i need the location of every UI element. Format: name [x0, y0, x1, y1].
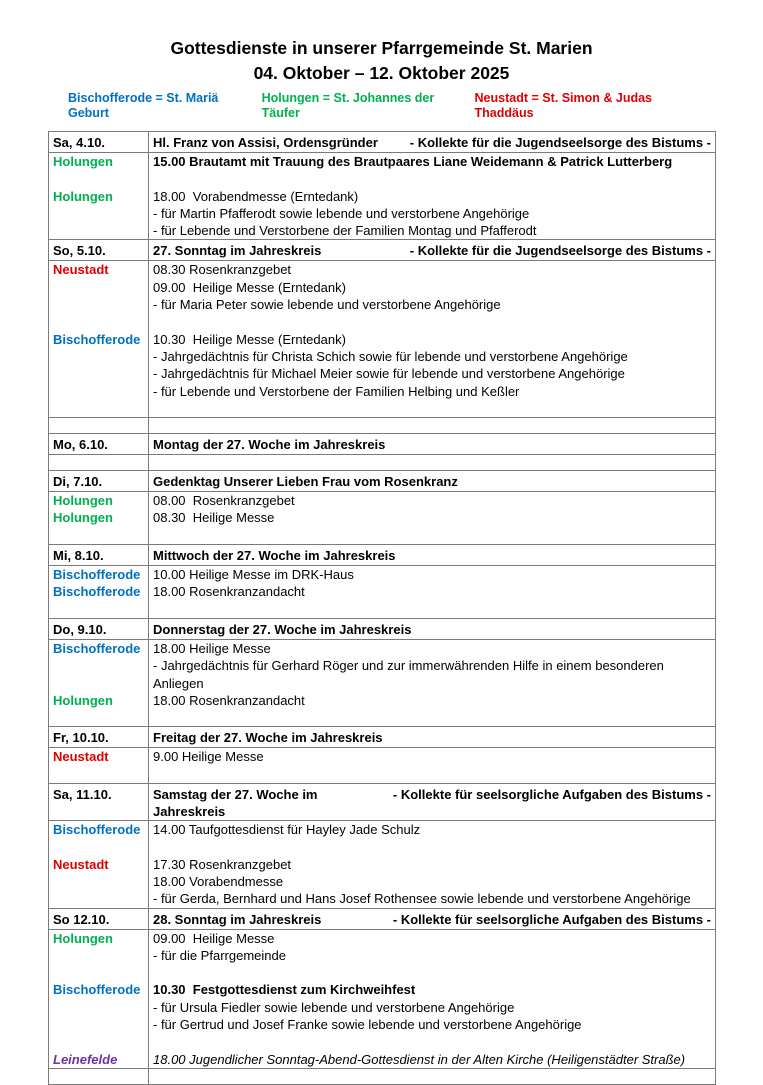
location-spacer [49, 222, 149, 239]
service-line [49, 331, 715, 348]
legend-item: Bischofferode = St. Mariä Geburt [68, 91, 219, 120]
collect-label: - Kollekte für die Jugendseelsorge des Bistums - [409, 243, 711, 259]
content-row [49, 929, 715, 1068]
location-label: Holungen [49, 930, 149, 947]
empty-row [49, 1068, 715, 1084]
service-text: 08.30 Rosenkranzgebet [153, 262, 292, 278]
day-title: Hl. Franz von Assisi, Ordensgründer [153, 135, 378, 150]
location-spacer [49, 383, 149, 400]
content-row [49, 747, 715, 783]
day-row [49, 239, 715, 260]
service-line [49, 601, 715, 618]
location-spacer [49, 709, 149, 726]
service-line [49, 692, 715, 709]
service-line [49, 153, 715, 170]
location-spacer [49, 964, 149, 981]
location-label: Neustadt [49, 261, 149, 278]
service-line [49, 279, 715, 296]
day-row [49, 908, 715, 929]
service-text: - für die Pfarrgemeinde [153, 947, 286, 963]
location-spacer [49, 313, 149, 330]
location-spacer [49, 400, 149, 417]
service-text [149, 170, 715, 187]
service-line [49, 583, 715, 600]
document-header [0, 0, 763, 86]
service-line [49, 509, 715, 526]
date-label: So 12.10. [49, 909, 149, 929]
day-row [49, 132, 715, 152]
location-label: Bischofferode [49, 640, 149, 657]
service-text: - für Gerda, Bernhard und Hans Josef Rothensee sowie lebende und verstorbene Angehörige [153, 891, 691, 907]
day-line [49, 434, 715, 454]
service-text: 08.30 Heilige Messe [153, 510, 275, 526]
location-spacer [49, 170, 149, 187]
date-label: Sa, 11.10. [49, 784, 149, 820]
service-text: 15.00 Brautamt mit Trauung des Brautpaares Liane Weidemann & Patrick Lutterberg [153, 154, 673, 169]
service-line [49, 873, 715, 890]
day-row [49, 544, 715, 565]
location-spacer [49, 999, 149, 1016]
service-line [49, 964, 715, 981]
service-text: - für Gertrud und Josef Franke sowie lebende und verstorbene Angehörige [153, 1016, 582, 1032]
location-label: Bischofferode [49, 821, 149, 838]
day-title: Mittwoch der 27. Woche im Jahreskreis [153, 548, 396, 564]
service-line [49, 947, 715, 964]
service-text: 18.00 Rosenkranzandacht [153, 692, 305, 708]
date-range: 04. Oktober – 12. Oktober 2025 [253, 63, 510, 83]
service-text: - Jahrgedächtnis für Michael Meier sowie für lebende und verstorbene Angehörige [153, 366, 625, 382]
location-label: Bischofferode [49, 583, 149, 600]
day-line [49, 471, 715, 491]
day-description [149, 132, 715, 152]
date-label: Fr, 10.10. [49, 727, 149, 747]
location-spacer [49, 348, 149, 365]
location-spacer [49, 1033, 149, 1050]
content-row [49, 491, 715, 544]
empty-cell [149, 1069, 715, 1084]
location-spacer [49, 455, 149, 470]
day-line [49, 240, 715, 260]
content-row [49, 639, 715, 726]
location-label: Leinefelde [49, 1051, 149, 1068]
day-description [149, 727, 715, 747]
service-text [149, 766, 715, 783]
service-text: 9.00 Heilige Messe [153, 749, 264, 765]
day-row [49, 433, 715, 454]
day-description-flex [153, 729, 711, 746]
service-line [49, 1016, 715, 1033]
location-label: Neustadt [49, 748, 149, 765]
day-line [49, 619, 715, 639]
location-spacer [49, 279, 149, 296]
service-line [49, 400, 715, 417]
empty-row [49, 417, 715, 433]
day-line [49, 909, 715, 929]
date-label: Mo, 6.10. [49, 434, 149, 454]
service-text: 18.00 Rosenkranzandacht [153, 584, 305, 600]
service-text: - für Lebende und Verstorbene der Familien Helbing und Keßler [153, 383, 520, 399]
service-line [49, 348, 715, 365]
empty-line [49, 418, 715, 433]
service-text: 14.00 Taufgottesdienst für Hayley Jade Schulz [153, 822, 421, 838]
location-label: Holungen [49, 509, 149, 526]
service-text [149, 1033, 715, 1050]
location-label: Holungen [49, 188, 149, 205]
service-line [49, 709, 715, 726]
location-label: Neustadt [49, 856, 149, 873]
service-line [49, 313, 715, 330]
service-text: 09.00 Heilige Messe [153, 930, 275, 946]
service-text [149, 709, 715, 726]
service-line [49, 383, 715, 400]
location-spacer [49, 890, 149, 907]
day-title: 28. Sonntag im Jahreskreis [153, 911, 322, 927]
day-line [49, 784, 715, 820]
empty-cell [149, 455, 715, 470]
location-spacer [49, 1069, 149, 1084]
service-line [49, 170, 715, 187]
day-row [49, 618, 715, 639]
service-text: 09.00 Heilige Messe (Erntedank) [153, 279, 346, 295]
day-line [49, 727, 715, 747]
location-spacer [49, 601, 149, 618]
day-title: Samstag der 27. Woche im Jahreskreis [153, 787, 322, 820]
location-spacer [49, 1016, 149, 1033]
service-line [49, 261, 715, 278]
empty-cell [149, 418, 715, 433]
service-line [49, 365, 715, 382]
day-row [49, 783, 715, 820]
service-text [149, 400, 715, 417]
date-label: Sa, 4.10. [49, 132, 149, 152]
location-label: Bischofferode [49, 566, 149, 583]
service-text: - Jahrgedächtnis für Gerhard Röger und zur immerwährenden Hilfe in einem besonderen Anliegen [153, 658, 667, 691]
legend-item: Neustadt = St. Simon & Judas Thaddäus [474, 91, 652, 120]
service-line [49, 566, 715, 583]
service-line [49, 205, 715, 222]
service-text: 10.30 Heilige Messe (Erntedank) [153, 331, 346, 347]
service-line [49, 999, 715, 1016]
location-spacer [49, 947, 149, 964]
date-label: Di, 7.10. [49, 471, 149, 491]
collect-label: - Kollekte für die Jugendseelsorge des Bistums - [409, 135, 711, 150]
service-line [49, 1051, 715, 1068]
service-text [149, 601, 715, 618]
day-description-flex [153, 134, 711, 151]
date-label: So, 5.10. [49, 240, 149, 260]
location-spacer [49, 365, 149, 382]
location-label: Bischofferode [49, 981, 149, 998]
day-description-flex [153, 621, 711, 638]
schedule-table [48, 131, 716, 1085]
service-text [149, 527, 715, 544]
service-text [149, 964, 715, 981]
day-description [149, 619, 715, 639]
day-row [49, 726, 715, 747]
day-row [49, 470, 715, 491]
service-text: 18.00 Vorabendmesse [153, 873, 284, 889]
service-text: 18.00 Jugendlicher Sonntag-Abend-Gottesdienst in der Alten Kirche (Heiligenstädter Straße) [153, 1051, 686, 1067]
day-description [149, 434, 715, 454]
service-text: - für Lebende und Verstorbene der Familien Montag und Pfafferodt [153, 223, 537, 239]
collect-label: - Kollekte für seelsorgliche Aufgaben des Bistums - [392, 911, 711, 927]
collect-label: - Kollekte für seelsorgliche Aufgaben des Bistums - [392, 787, 711, 803]
legend-item: Holungen = St. Johannes der Täufer [261, 91, 435, 120]
day-description [149, 545, 715, 565]
service-line [49, 748, 715, 765]
location-spacer [49, 527, 149, 544]
day-description-flex [153, 786, 711, 820]
empty-row [49, 454, 715, 470]
day-description-flex [153, 436, 711, 453]
day-description [149, 909, 715, 929]
date-label: Mi, 8.10. [49, 545, 149, 565]
day-title: 27. Sonntag im Jahreskreis [153, 243, 322, 259]
day-description-flex [153, 547, 711, 564]
service-text: 18.00 Heilige Messe [153, 640, 271, 656]
day-line [49, 545, 715, 565]
location-label: Bischofferode [49, 331, 149, 348]
service-line [49, 838, 715, 855]
service-line [49, 640, 715, 657]
location-spacer [49, 873, 149, 890]
content-row [49, 565, 715, 618]
service-line [49, 856, 715, 873]
day-title: Montag der 27. Woche im Jahreskreis [153, 437, 386, 453]
location-spacer [49, 296, 149, 313]
service-text: 08.00 Rosenkranzgebet [153, 493, 295, 509]
day-description [149, 471, 715, 491]
day-description [149, 240, 715, 260]
service-line [49, 1033, 715, 1050]
service-line [49, 930, 715, 947]
service-line [49, 296, 715, 313]
location-spacer [49, 205, 149, 222]
content-row [49, 260, 715, 417]
location-label: Holungen [49, 153, 149, 170]
service-text: - für Maria Peter sowie lebende und verstorbene Angehörige [153, 297, 501, 313]
service-line [49, 821, 715, 838]
content-row [49, 820, 715, 907]
service-line [49, 890, 715, 907]
location-spacer [49, 657, 149, 692]
date-label: Do, 9.10. [49, 619, 149, 639]
content-row [49, 152, 715, 239]
service-text: - für Martin Pfafferodt sowie lebende und verstorbene Angehörige [153, 205, 530, 221]
service-text [149, 313, 715, 330]
service-line [49, 527, 715, 544]
day-line [49, 132, 715, 152]
day-description-flex [153, 473, 711, 490]
service-text: 17.30 Rosenkranzgebet [153, 856, 292, 872]
location-label: Holungen [49, 692, 149, 709]
service-text: - Jahrgedächtnis für Christa Schich sowie für lebende und verstorbene Angehörige [153, 348, 628, 364]
empty-line [49, 455, 715, 470]
service-line [49, 657, 715, 692]
day-title: Freitag der 27. Woche im Jahreskreis [153, 730, 383, 746]
location-spacer [49, 766, 149, 783]
service-line [49, 222, 715, 239]
service-line [49, 188, 715, 205]
day-description-flex [153, 911, 711, 928]
location-label: Holungen [49, 492, 149, 509]
service-text: 10.30 Festgottesdienst zum Kirchweihfest [153, 982, 416, 998]
service-line [49, 492, 715, 509]
location-spacer [49, 418, 149, 433]
service-line [49, 981, 715, 998]
day-title: Donnerstag der 27. Woche im Jahreskreis [153, 621, 412, 637]
page-title: Gottesdienste in unserer Pfarrgemeinde St. Marien [170, 38, 593, 58]
day-title: Gedenktag Unserer Lieben Frau vom Rosenkranz [153, 474, 458, 490]
location-spacer [49, 838, 149, 855]
location-legend [68, 91, 713, 121]
service-text: - für Ursula Fiedler sowie lebende und verstorbene Angehörige [153, 999, 515, 1015]
day-description-flex [153, 242, 711, 259]
empty-line [49, 1069, 715, 1084]
day-description [149, 784, 715, 820]
service-text: 18.00 Vorabendmesse (Erntedank) [153, 188, 359, 204]
service-line [49, 766, 715, 783]
service-text [149, 838, 715, 855]
service-text: 10.00 Heilige Messe im DRK-Haus [153, 567, 354, 583]
